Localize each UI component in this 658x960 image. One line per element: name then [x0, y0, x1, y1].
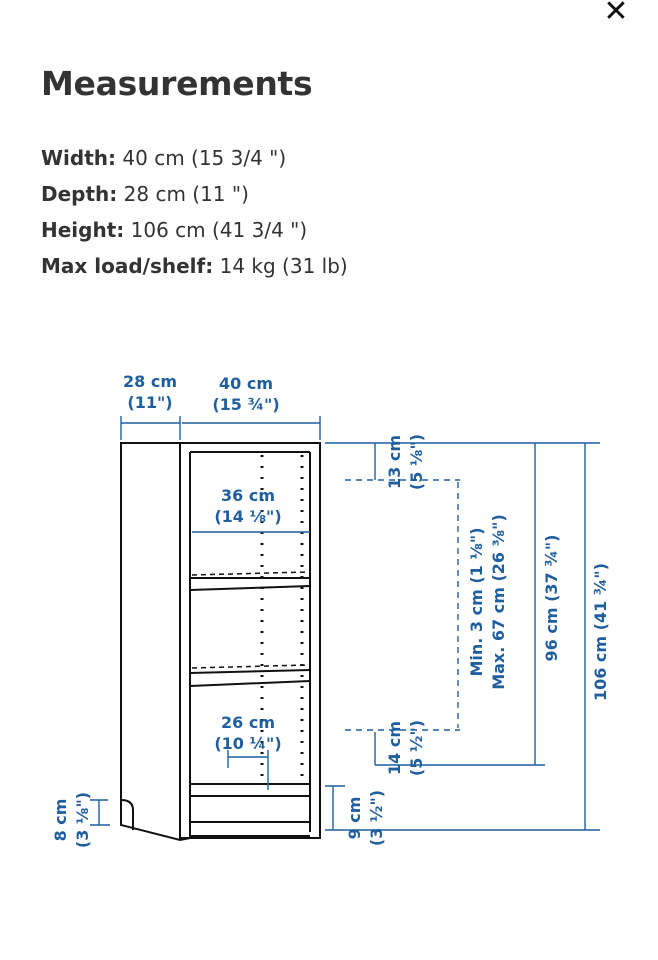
depth-label: 28 cm — [123, 372, 177, 391]
width-label: 40 cm — [219, 374, 273, 393]
spec-label: Depth: — [41, 182, 118, 206]
inner-depth-label: 26 cm — [221, 713, 275, 732]
plinth-label: 9 cm — [345, 796, 364, 840]
bottom-gap-inch-label: (5 ½") — [407, 719, 426, 777]
side-cutout-inch-label: (3 ⅛") — [73, 791, 92, 849]
inner-height-label: 96 cm (37 ¾") — [542, 534, 561, 662]
specs-list — [41, 140, 348, 284]
top-gap-label: 13 cm — [385, 435, 404, 489]
close-icon: ✕ — [603, 0, 629, 29]
measurement-diagram — [0, 330, 658, 930]
close-button[interactable] — [596, 0, 636, 28]
spec-depth — [41, 176, 348, 212]
width-inch-label: (15 ¾") — [212, 395, 280, 414]
inner-depth-inch-label: (10 ¼") — [214, 734, 282, 753]
spec-height — [41, 212, 348, 248]
dimension-dashes — [345, 480, 460, 730]
spec-value: 40 cm (15 3/4 ") — [116, 146, 287, 170]
top-gap-inch-label: (5 ⅛") — [407, 433, 426, 491]
inner-width-label: 36 cm — [221, 486, 275, 505]
total-height-label: 106 cm (41 ¾") — [591, 562, 610, 702]
spec-value: 14 kg (31 lb) — [213, 254, 348, 278]
spec-label: Width: — [41, 146, 117, 170]
spec-width — [41, 140, 348, 176]
shelf-max-label: Max. 67 cm (26 ⅜") — [489, 514, 508, 690]
page-title: Measurements — [41, 64, 313, 103]
inner-width-inch-label: (14 ⅛") — [214, 507, 282, 526]
depth-inch-label: (11") — [127, 393, 173, 412]
plinth-inch-label: (3 ½") — [367, 789, 386, 847]
spec-value: 28 cm (11 ") — [117, 182, 249, 206]
side-cutout-label: 8 cm — [51, 798, 70, 842]
spec-label: Max load/shelf: — [41, 254, 214, 278]
spec-label: Height: — [41, 218, 125, 242]
spec-max-load — [41, 248, 348, 284]
spec-value: 106 cm (41 3/4 ") — [124, 218, 308, 242]
shelf-min-label: Min. 3 cm (1 ⅛") — [467, 527, 486, 677]
bottom-gap-label: 14 cm — [385, 721, 404, 775]
